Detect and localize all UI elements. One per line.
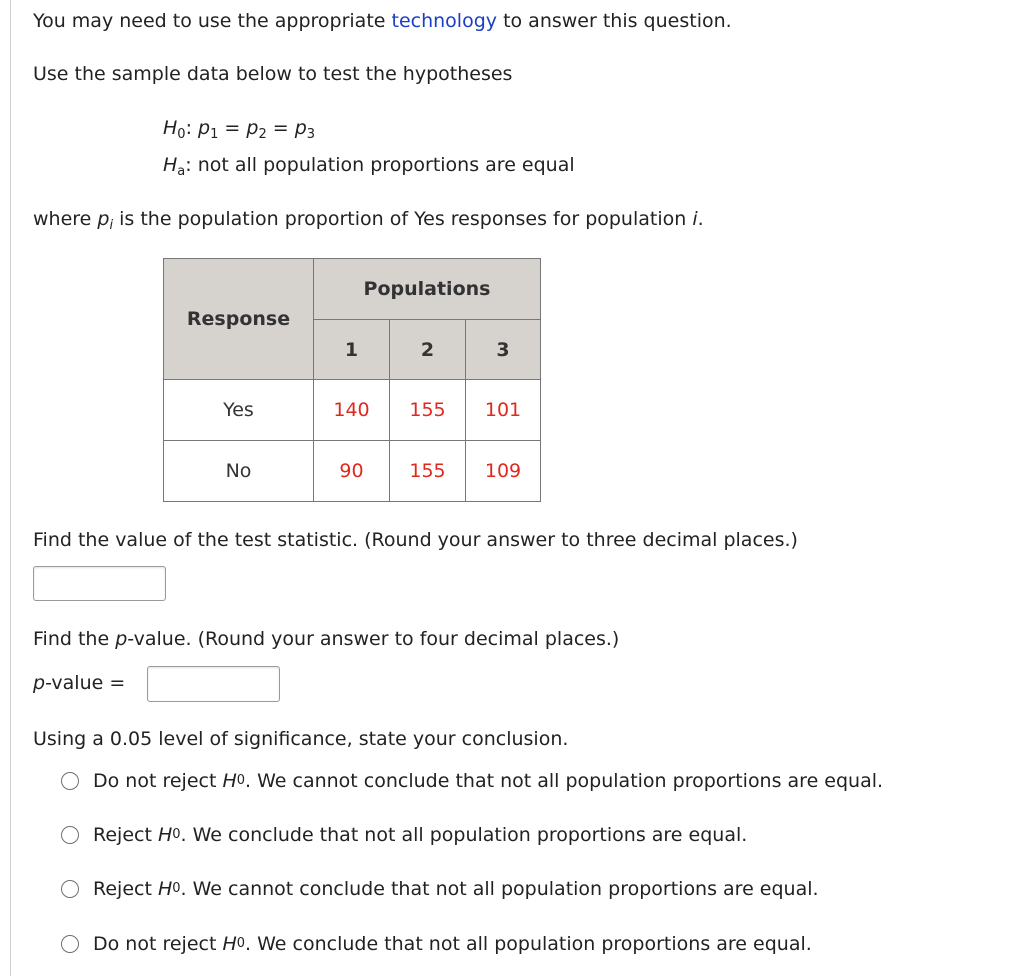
- option-2-post: . We conclude that not all population proportions are equal.: [180, 824, 748, 846]
- table-cell: 109: [466, 441, 541, 502]
- table-cell: 101: [466, 380, 541, 441]
- data-table: [163, 258, 541, 502]
- option-4-pre: Do not reject: [93, 933, 217, 955]
- eq-1: =: [218, 117, 247, 139]
- column-header-2: 2: [390, 320, 466, 380]
- ha-text: : not all population proportions are equal: [185, 154, 575, 176]
- option-1-post: . We cannot conclude that not all population proportions are equal.: [245, 770, 884, 792]
- radio-button[interactable]: [61, 935, 79, 953]
- question-test-statistic: Find the value of the test statistic. (Round your answer to three decimal places.): [33, 529, 798, 551]
- question-p-value: [33, 627, 619, 651]
- option-3-post: . We cannot conclude that not all population proportions are equal.: [180, 878, 819, 900]
- table-cell: 155: [390, 441, 466, 502]
- table-row: [164, 441, 541, 502]
- left-border: [10, 0, 11, 976]
- option-3-pre: Reject: [93, 878, 152, 900]
- p3-symbol: p: [294, 117, 307, 139]
- option-4-post: . We conclude that not all population proportions are equal.: [245, 933, 812, 955]
- conclusion-option-4[interactable]: Do not reject H 0 . We conclude that not all population proportions are equal.: [61, 931, 812, 957]
- table-cell: 155: [390, 380, 466, 441]
- table-cell: 140: [314, 380, 390, 441]
- conclusion-option-1[interactable]: Do not reject H 0 . We cannot conclude that not all population proportions are equal.: [61, 768, 883, 794]
- h0-colon: :: [185, 117, 199, 139]
- column-header-1: 1: [314, 320, 390, 380]
- technology-link[interactable]: technology: [391, 10, 498, 32]
- row-label: Yes: [164, 380, 314, 441]
- p1-subscript: 1: [210, 127, 219, 142]
- q2-p-symbol: p: [115, 628, 128, 650]
- pi-subscript: i: [109, 218, 114, 233]
- option-2-h: H: [157, 824, 173, 846]
- q2-suffix: -value. (Round your answer to four decimal places.): [127, 628, 620, 650]
- response-header: Response: [164, 259, 314, 380]
- ha-subscript: a: [177, 164, 186, 179]
- intro-text: [33, 9, 732, 33]
- eq-2: =: [266, 117, 295, 139]
- populations-header: Populations: [314, 259, 541, 320]
- conclusion-option-2[interactable]: Reject H 0 . We conclude that not all population proportions are equal.: [61, 822, 747, 848]
- question-conclusion: Using a 0.05 level of significance, state your conclusion.: [33, 728, 569, 750]
- q2-prefix: Find the: [33, 628, 116, 650]
- table-row: [164, 380, 541, 441]
- where-middle: is the population proportion of Yes responses for population: [113, 208, 693, 230]
- row-label: No: [164, 441, 314, 502]
- option-3-h: H: [157, 878, 173, 900]
- option-1-h: H: [222, 770, 237, 792]
- h0-subscript: 0: [177, 127, 186, 142]
- radio-button[interactable]: [61, 772, 79, 790]
- intro-prefix: You may need to use the appropriate: [33, 10, 392, 32]
- h0-symbol: H: [163, 117, 178, 139]
- radio-button[interactable]: [61, 880, 79, 898]
- pi-symbol: p: [97, 208, 110, 230]
- p-value-label-p: p: [33, 672, 46, 694]
- conclusion-option-3[interactable]: Reject H 0 . We cannot conclude that not all population proportions are equal.: [61, 876, 819, 902]
- p2-subscript: 2: [258, 127, 267, 142]
- p-value-input[interactable]: [147, 666, 280, 702]
- ha-symbol: H: [163, 154, 178, 176]
- p-value-label-rest: -value =: [45, 672, 126, 694]
- p2-symbol: p: [246, 117, 259, 139]
- table-cell: 90: [314, 441, 390, 502]
- where-end: .: [697, 208, 704, 230]
- option-1-pre: Do not reject: [93, 770, 217, 792]
- where-prefix: where: [33, 208, 98, 230]
- option-4-h: H: [222, 933, 237, 955]
- where-text: [33, 207, 704, 231]
- option-2-pre: Reject: [93, 824, 152, 846]
- test-statistic-input[interactable]: [33, 566, 166, 601]
- alternative-hypothesis: [163, 153, 575, 177]
- p-value-label: [33, 671, 125, 695]
- column-header-3: 3: [466, 320, 541, 380]
- radio-button[interactable]: [61, 826, 79, 844]
- prompt-text: Use the sample data below to test the hypotheses: [33, 63, 513, 85]
- p3-subscript: 3: [306, 127, 316, 142]
- p1-symbol: p: [198, 117, 211, 139]
- null-hypothesis: [163, 116, 315, 140]
- intro-suffix: to answer this question.: [497, 10, 732, 32]
- i-symbol: i: [692, 208, 698, 230]
